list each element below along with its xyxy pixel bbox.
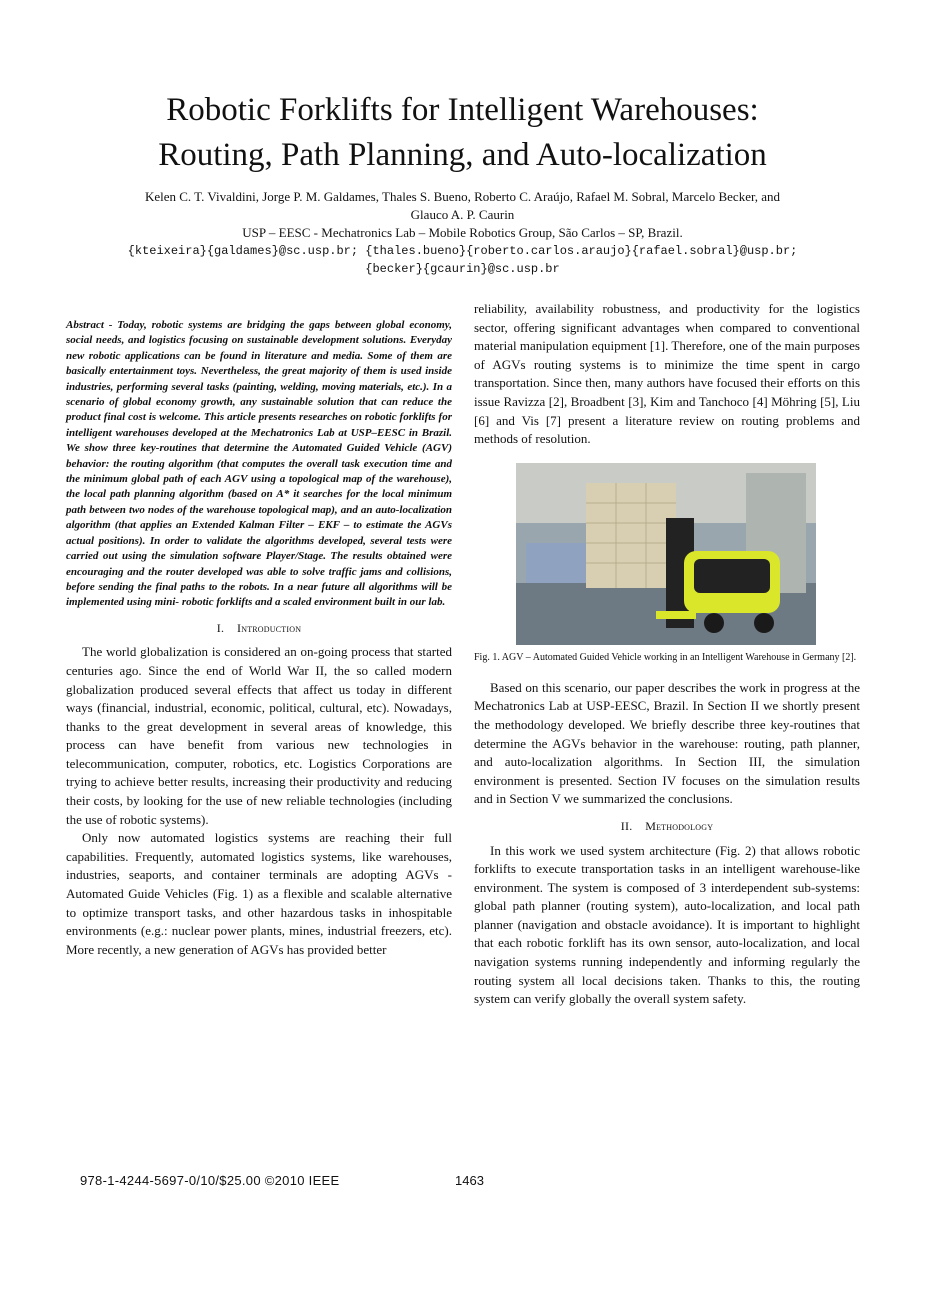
title-line-1: Robotic Forklifts for Intelligent Warehouses: (166, 92, 759, 128)
section-number: II. (620, 818, 633, 833)
paper-title (60, 88, 865, 178)
figure-caption: Fig. 1. AGV – Automated Guided Vehicle working in an Intelligent Warehouse in Germany [2]. (474, 651, 857, 663)
section-heading-methodology (474, 817, 860, 836)
section-title: Methodology (645, 818, 714, 833)
intro-paragraph-1: The world globalization is considered an on-going process that started centuries ago. Since the end of World War II, the so called modern globalization produced several effects that affect us today in different ways (financial, industrial, economic, political, cultural, etc). Nowadays, thanks to the great development in several areas of knowledge, this process can have benefit from various new technologies in telecommunication, computer, robotics, etc. Logistics Corporations are trying to achieve better results, increasing their productivity and reducing their costs, by looking for the use of new reliable technologies (including the use of robotic systems). (66, 644, 452, 827)
author-block (70, 188, 855, 278)
section-heading-introduction (66, 619, 452, 638)
affiliation: USP – EESC - Mechatronics Lab – Mobile Robotics Group, São Carlos – SP, Brazil. (242, 225, 683, 240)
email-line-2: {becker}{gcaurin}@sc.usp.br (365, 262, 560, 276)
abstract: Abstract - Today, robotic systems are bridging the gaps between global economy, social needs, and logistics focusing on sustainable development solutions. Everyday new robotic applications can be found in literature and media. Some of them are basically entertainment toys. Nevertheless, the great majority of them is used inside industries, performing several tasks (painting, welding, moving materials, etc.). In a scenario of global economy growth, any sustainable solution that can reduce the product final cost is welcome. This article presents researches on robotic forklifts for intelligent warehouses developed at the Mechatronics Lab at USP–EESC in Brazil. We show three key-routines that determine the Automated Guided Vehicle (AGV) behavior: the routing algorithm (that computes the overall task execution time and the minimum global path of each AGV using a topological map of the warehouse), the local path planning algorithm (based on A* it searches for the local minimum path between two nodes of the warehouse topological map), and an auto-localization algorithm (that applies an Extended Kalman Filter – EKF – to estimate the AGVs actual positions). In order to validate the algorithms developed, several tests were carried out using the simulation software Player/Stage. The results obtained were encouraging and the router developed was able to solve traffic jams and collisions, before sending the final paths to the robots. In a near future all algorithms will be implemented using mini- robotic forklifts and a scaled environment built in our lab. (66, 319, 452, 609)
authors-line-2: Glauco A. P. Caurin (410, 207, 515, 222)
section-number: I. (216, 620, 225, 635)
email-line-1: {kteixeira}{galdames}@sc.usp.br; {thales.bueno}{roberto.carlos.araujo}{rafael.sobral}@usp.br; (127, 244, 798, 258)
agv-photo (516, 463, 816, 645)
section-title: Introduction (237, 620, 302, 635)
right-column (474, 300, 860, 1009)
authors-line-1: Kelen C. T. Vivaldini, Jorge P. M. Galdames, Thales S. Bueno, Roberto C. Araújo, Rafael M. Sobral, Marcelo Becker, and (144, 189, 781, 204)
left-column (66, 318, 452, 959)
right-paragraph-2: Based on this scenario, our paper describes the work in progress at the Mechatronics Lab at USP-EESC, Brazil. In Section II we shortly present the methodology developed. We briefly describe three key-routines that determine the AGVs behavior in the warehouse: routing, path planner, and auto-localization algorithms. In Section III, the simulation environment is presented. Section IV focuses on the simulation results and in Section V we summarized the conclusions. (474, 679, 860, 807)
methodology-paragraph-1: In this work we used system architecture (Fig. 2) that allows robotic forklifts to execute transportation tasks in an intelligent warehouse-like environment. The system is composed of 3 interdependent sub-systems: global path planner (routing system), auto-localization, and local path planner (navigation and obstacle avoidance). It is important to highlight that each robotic forklift has its own sensor, auto-localization, and local navigation systems running independently and informing regularly the routing system all local decisions taken. Thanks to this, the routing system can verify globally the overall system safety. (474, 842, 860, 1007)
page-number: 1463 (455, 1173, 484, 1188)
right-paragraph-1: reliability, availability robustness, and productivity for the logistics sector, offering significant advantages when compared to conventional material manipulation equipment [1]. Therefore, one of the main purposes of AGVs routing systems is to minimize the time spent in cargo transportation. Since then, many authors have focused their efforts on this issue Ravizza [2], Broadbent [3], Kim and Tanchoco [4] Möhring [5], Liu [6] and Vis [7] present a literature review on routing problems and methods of resolution. (474, 301, 860, 447)
agv-photo-illustration (516, 463, 816, 645)
intro-paragraph-2: Only now automated logistics systems are reaching their full capabilities. Frequently, automated logistics systems, like warehouses, industries, seaports, and container terminals are adopting AGVs - Automated Guide Vehicles (Fig. 1) as a flexible and scalable alternative to optimize transport tasks, and other hazardous tasks in inhospitable environments (e.g.: nuclear power plants, mines, industrial freezers, etc). More recently, a new generation of AGVs has provided better (66, 830, 452, 957)
copyright-footer: 978-1-4244-5697-0/10/$25.00 ©2010 IEEE (80, 1173, 340, 1188)
title-line-2: Routing, Path Planning, and Auto-localization (158, 137, 767, 173)
